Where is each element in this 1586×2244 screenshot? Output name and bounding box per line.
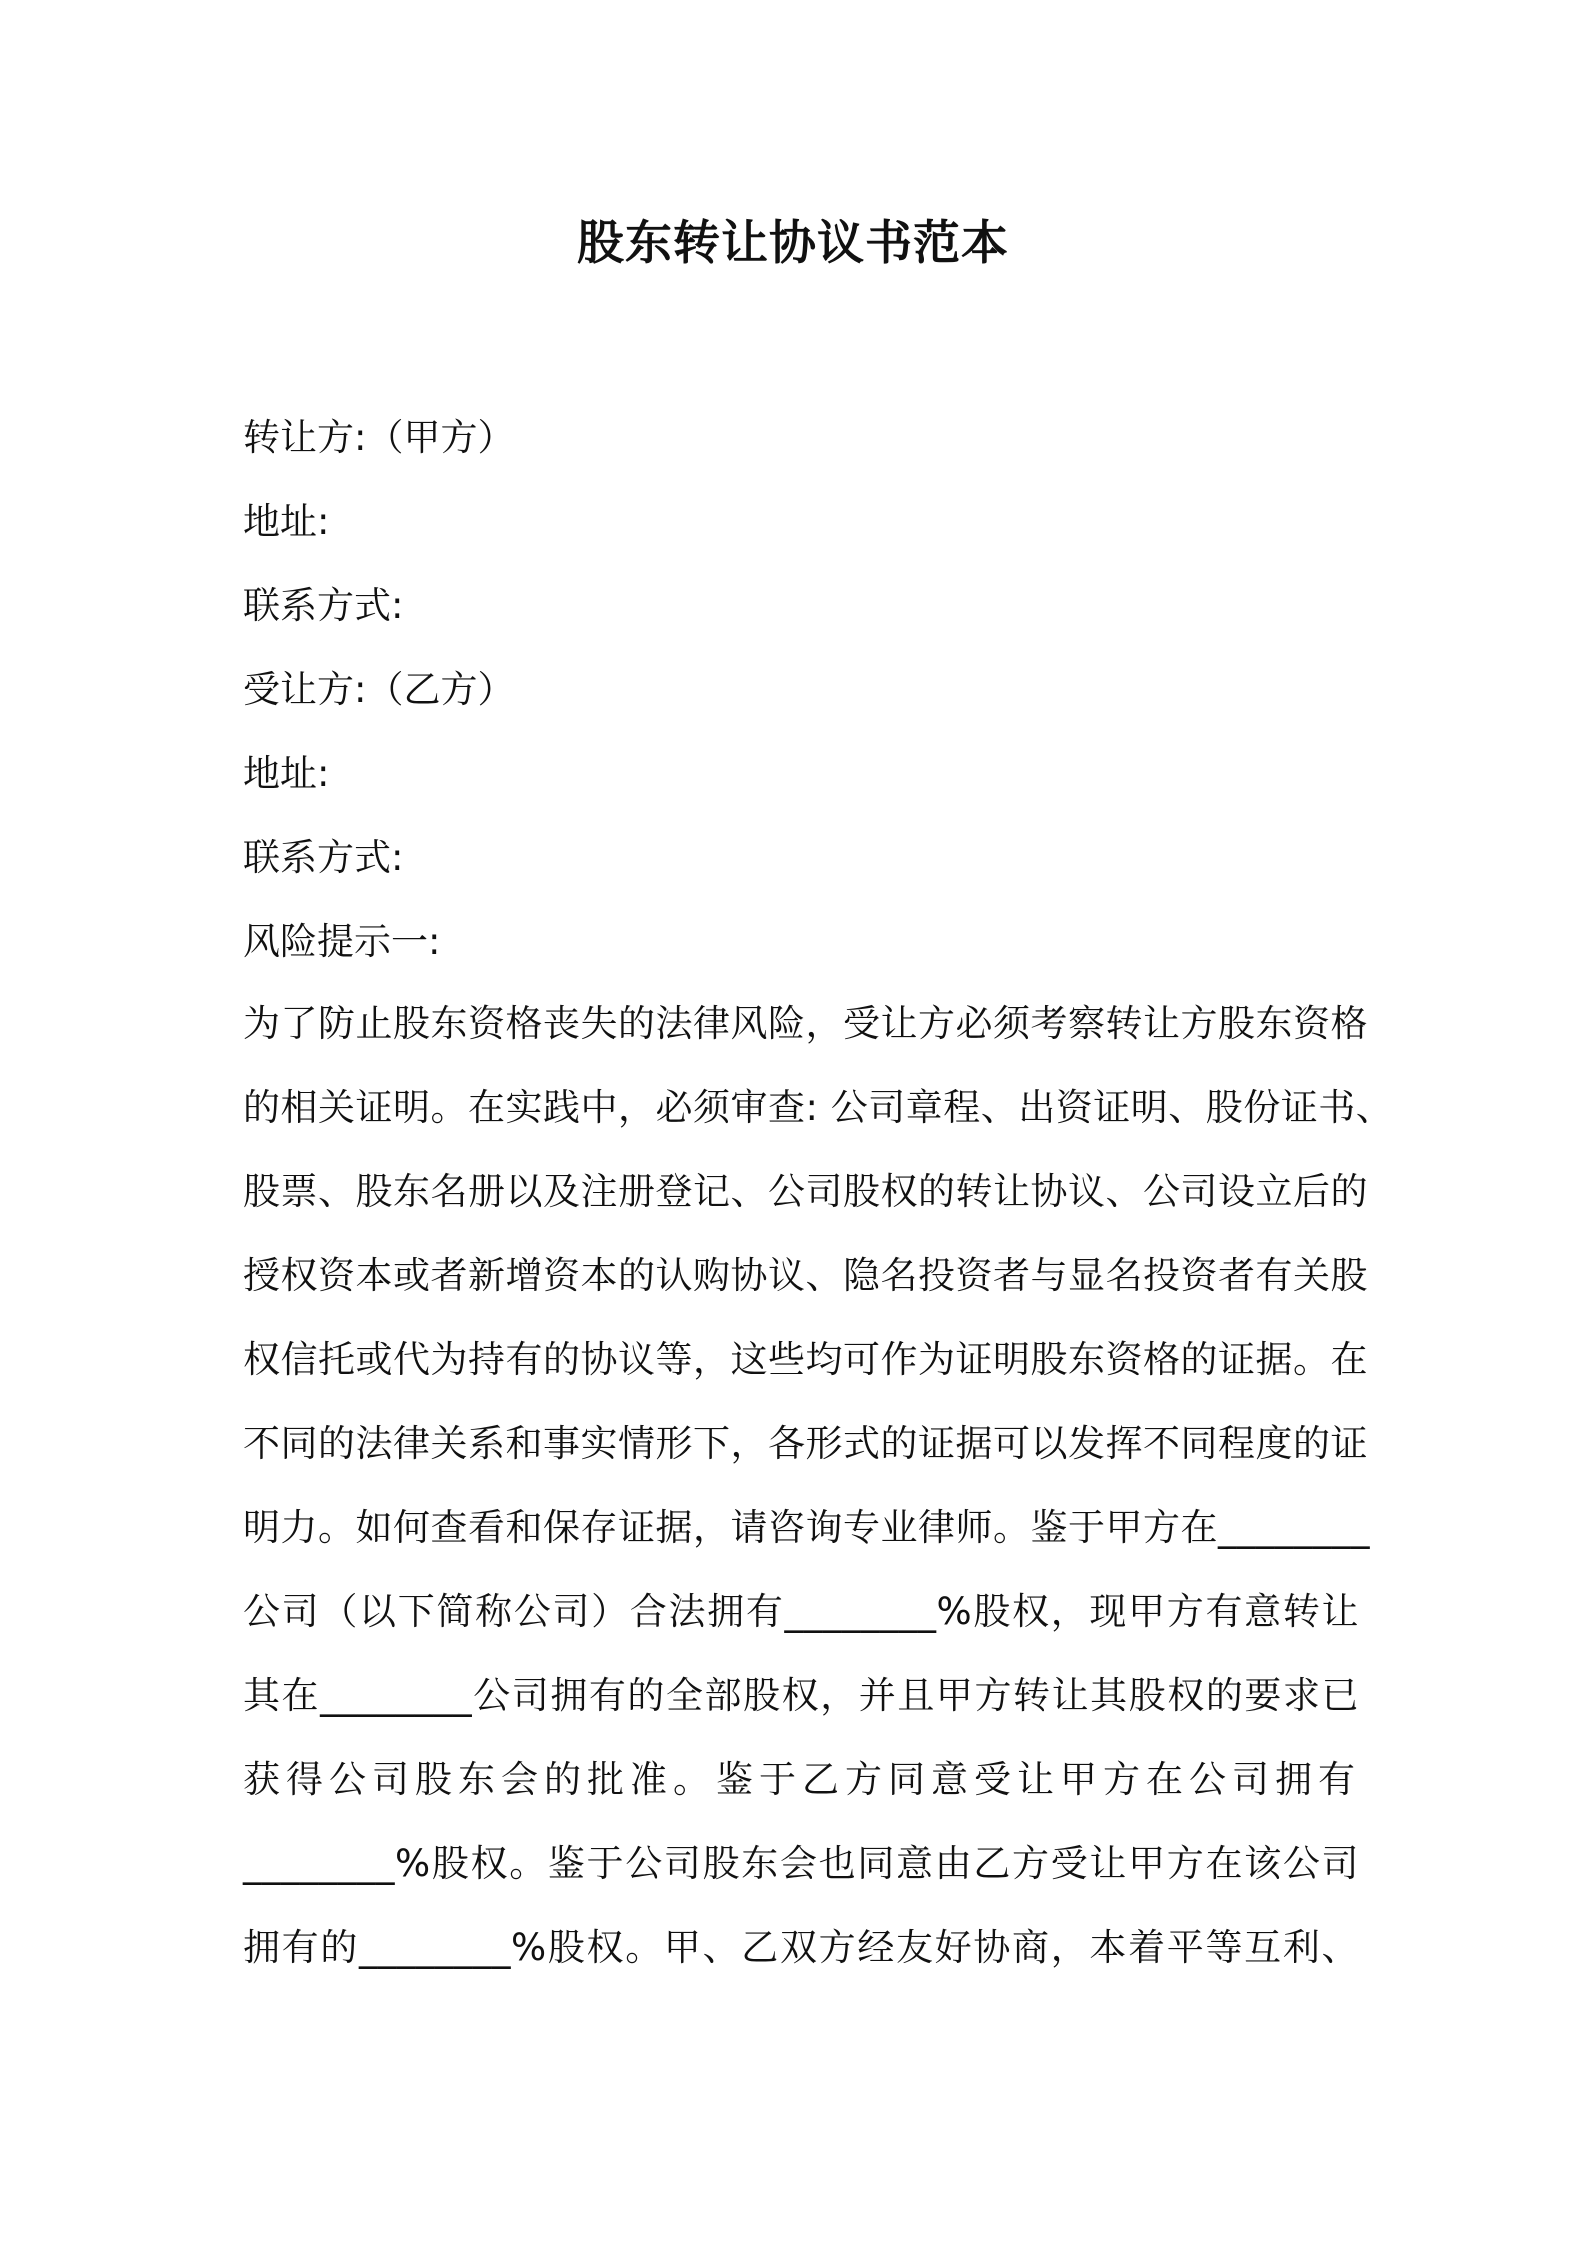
body-line: 为了防止股东资格丧失的法律风险，受让方必须考察转让方股东资格 [243, 1002, 1368, 1045]
body-line: 权信托或代为持有的协议等，这些均可作为证明股东资格的证据。在 [243, 1338, 1368, 1381]
agreement-body [243, 992, 1394, 2000]
transferor-address-label: 地址: [243, 500, 330, 543]
body-line: 公司（以下简称公司）合法拥有________%股权，现甲方有意转让 [243, 1590, 1359, 1633]
body-line: 明力。如何查看和保存证据，请咨询专业律师。鉴于甲方在________ [243, 1506, 1370, 1549]
body-line: 获得公司股东会的批准。鉴于乙方同意受让甲方在公司拥有 [243, 1758, 1361, 1801]
body-line: 股票、股东名册以及注册登记、公司股权的转让协议、公司设立后的 [243, 1170, 1368, 1213]
body-line: 的相关证明。在实践中，必须审查: 公司章程、出资证明、股份证书、 [243, 1086, 1394, 1129]
body-line: 不同的法律关系和事实情形下，各形式的证据可以发挥不同程度的证 [243, 1422, 1368, 1465]
body-line: ________%股权。鉴于公司股东会也同意由乙方受让甲方在该公司 [243, 1842, 1359, 1885]
body-line: 拥有的________%股权。甲、乙双方经友好协商，本着平等互利、 [243, 1926, 1359, 1969]
transferee-contact-label: 联系方式: [243, 836, 404, 879]
transferor-contact-label: 联系方式: [243, 584, 404, 627]
party-fields [243, 406, 1363, 994]
transferor-label: 转让方:（甲方） [243, 416, 515, 459]
document-title: 股东转让协议书范本 [577, 216, 1009, 271]
risk-notice-heading: 风险提示一: [243, 920, 441, 963]
body-line: 其在________公司拥有的全部股权，并且甲方转让其股权的要求已 [243, 1674, 1359, 1717]
transferee-label: 受让方:（乙方） [243, 668, 515, 711]
transferee-address-label: 地址: [243, 752, 330, 795]
body-line: 授权资本或者新增资本的认购协议、隐名投资者与显名投资者有关股 [243, 1254, 1368, 1297]
